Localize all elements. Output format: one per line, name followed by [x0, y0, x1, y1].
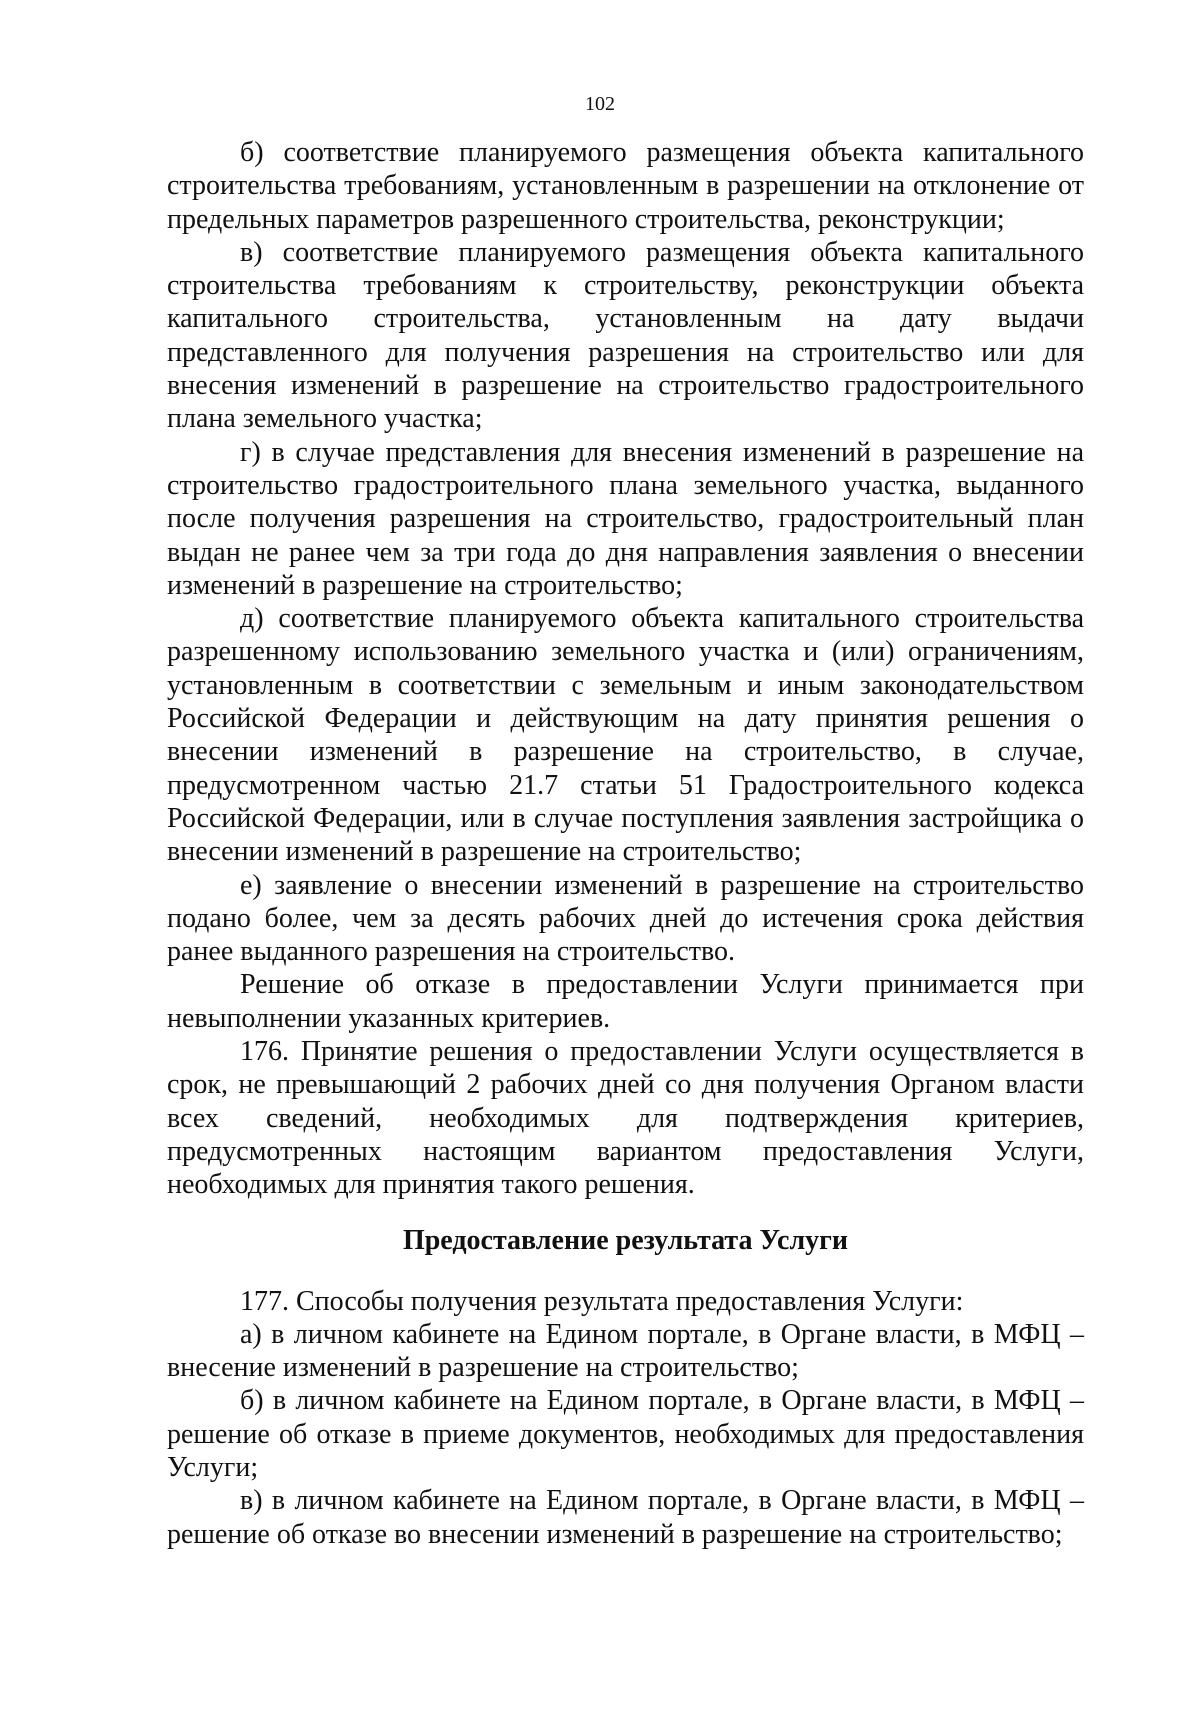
section-heading: Предоставление результата Услуги [402, 1224, 849, 1256]
paragraph-b-result-refusal-documents: б) в личном кабинете на Едином портале, в Органе власти, в МФЦ – решение об отказе в приеме документов, необходимых для предоставления Услуги; [167, 1385, 1084, 1483]
paragraph-g-urban-plan-age: г) в случае представления для внесения изменений в разрешение на строительство градостроительного плана земельного участка, выданного после получения разрешения на строительство, градостроительный план выдан не ранее чем за три года до дня направления заявления о внесении изменений в разрешение на строительство; [167, 436, 1084, 601]
paragraph-a-result-changes: а) в личном кабинете на Едином портале, в Органе власти, в МФЦ – внесение изменений в разрешение на строительство; [167, 1318, 1084, 1384]
document-body [167, 136, 1084, 1551]
paragraph-v-result-refusal-changes: в) в личном кабинете на Едином портале, в Органе власти, в МФЦ – решение об отказе во внесении изменений в разрешение на строительство; [167, 1485, 1084, 1550]
paragraph-v-compliance-construction-requirements: в) соответствие планируемого размещения объекта капитального строительства требованиям к строительству, реконструкции объекта капитального строительства, установленным на дату выдачи представленного для получения разрешения на строительство или для внесения изменений в разрешение на строительство градостроительного плана земельного участка; [167, 236, 1084, 435]
paragraph-e-application-deadline: е) заявление о внесении изменений в разрешение на строительство подано более, чем за десять рабочих дней до истечения срока действия ранее выданного разрешения на строительство. [167, 869, 1084, 968]
paragraph-d-permitted-use: д) соответствие планируемого объекта капитального строительства разрешенному использованию земельного участка и (или) ограничениям, установленным в соответствии с земельным и иным законодательством Российской Федерации и действующим на дату принятия решения о внесении изменений в разрешение на строительство, в случае, предусмотренном частью 21.7 статьи 51 Градостроительного кодекса Российской Федерации, или в случае поступления заявления застройщика о внесении изменений в разрешение на строительство; [167, 603, 1084, 868]
paragraph-refusal-decision: Решение об отказе в предоставлении Услуги принимается при невыполнении указанных критериев. [167, 969, 1084, 1034]
paragraph-176-decision-term: 176. Принятие решения о предоставлении Услуги осуществляется в срок, не превышающий 2 рабочих дней со дня получения Органом власти всех сведений, необходимых для подтверждения критериев, предусмотренных настоящим вариантом предоставления Услуги, необходимых для принятия такого решения. [167, 1036, 1084, 1201]
page-number: 102 [585, 93, 615, 115]
paragraph-b-compliance-deviation-permit: б) соответствие планируемого размещения объекта капитального строительства требованиям, установленным в разрешении на отклонение от предельных параметров разрешенного строительства, реконструкции; [167, 137, 1084, 235]
paragraph-177-result-methods: 177. Способы получения результата предоставления Услуги: [240, 1285, 964, 1317]
